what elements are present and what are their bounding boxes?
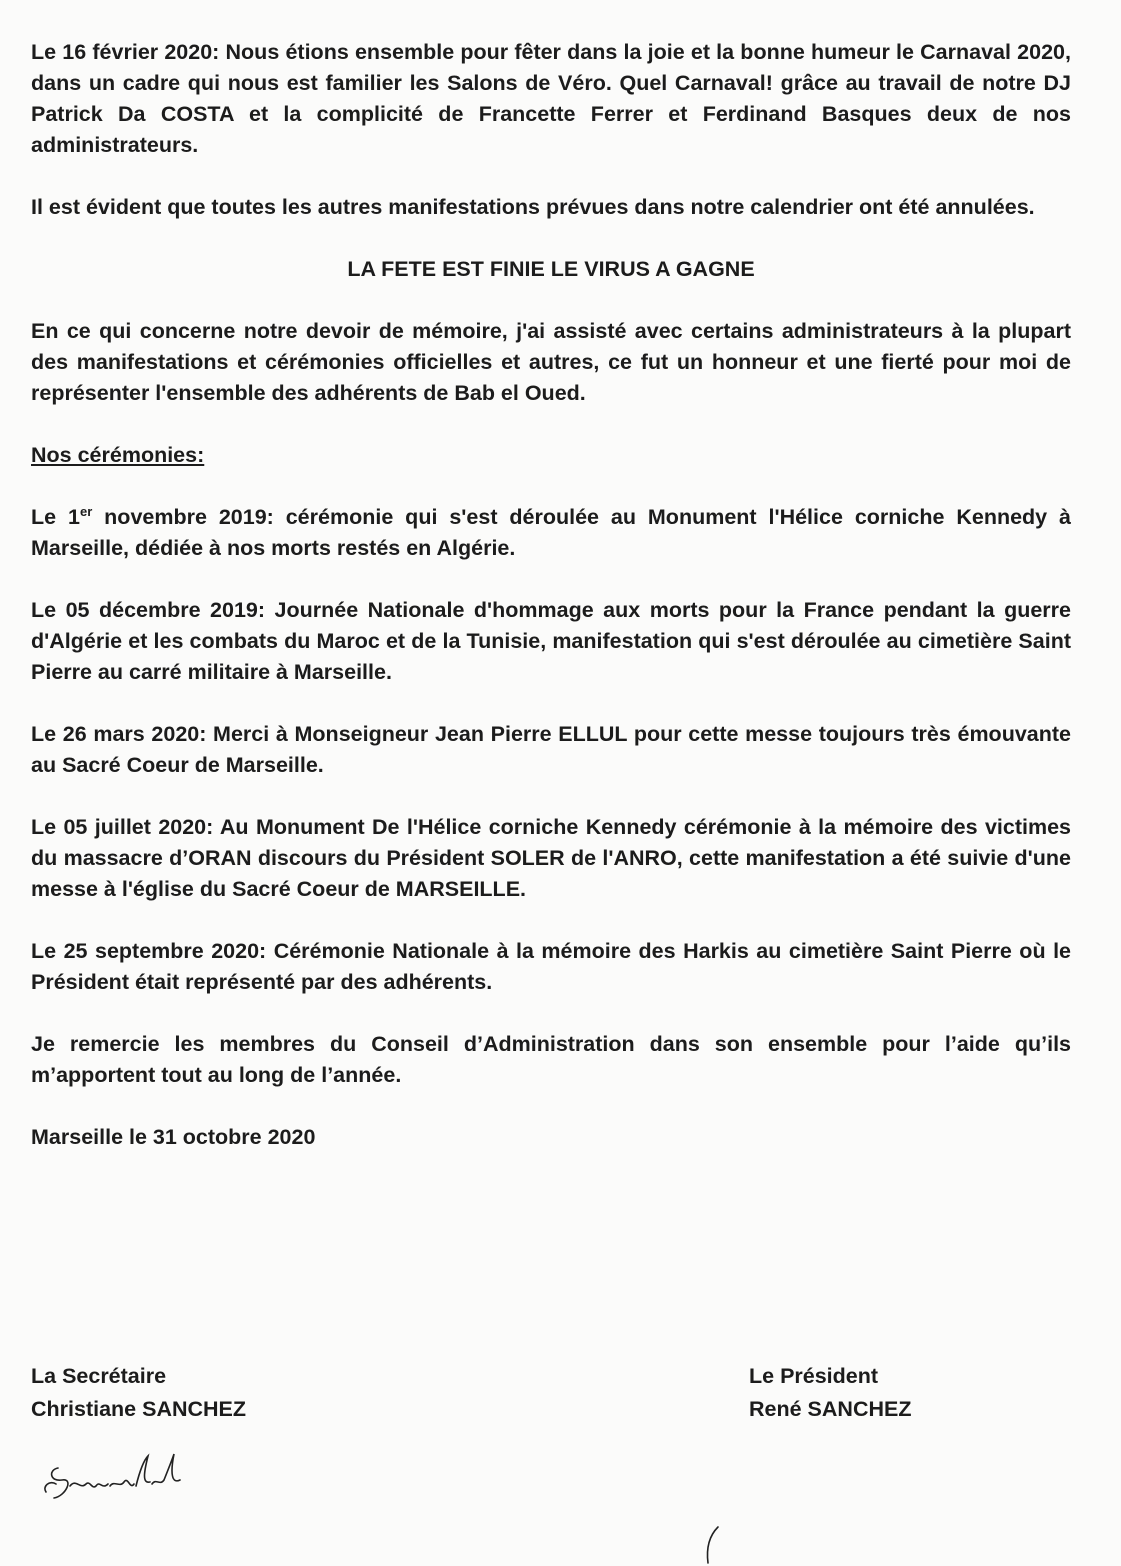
handwritten-signature bbox=[40, 1440, 200, 1510]
novembre-rest: novembre 2019: cérémonie qui s'est déroulée au Monument l'Hélice corniche Kennedy à Marseille, dédiée à nos morts restés en Algérie. bbox=[31, 505, 1071, 560]
novembre-superscript: er bbox=[79, 503, 93, 519]
heading-ceremonies: Nos cérémonies: bbox=[31, 443, 205, 467]
paragraph-septembre-2020: Le 25 septembre 2020: Cérémonie Nationale à la mémoire des Harkis au cimetière Saint Pierre où le Président était représenté par des adhérents. bbox=[31, 939, 1071, 994]
paragraph-carnaval: Le 16 février 2020: Nous étions ensemble pour fêter dans la joie et la bonne humeur le Carnaval 2020, dans un cadre qui nous est familier les Salons de Véro. Quel Carnaval! grâce au travail de notre DJ Patrick Da COSTA et la complicité de Francette Ferrer et Ferdinand Basques deux de nos administrateurs. bbox=[31, 40, 1071, 157]
paragraph-devoir-memoire: En ce qui concerne notre devoir de mémoire, j'ai assisté avec certains administrateurs à la plupart des manifestations et cérémonies officielles et autres, ce fut un honneur et une fierté pour moi de représenter l'ensemble des adhérents de Bab el Oued. bbox=[31, 319, 1071, 405]
signatory-president bbox=[749, 1360, 911, 1426]
paragraph-decembre-2019: Le 05 décembre 2019: Journée Nationale d'hommage aux morts pour la France pendant la guerre d'Algérie et les combats du Maroc et de la Tunisie, manifestation qui s'est déroulée au cimetière Saint Pierre au carré militaire à Marseille. bbox=[31, 598, 1071, 684]
heading-fete-finie: LA FETE EST FINIE LE VIRUS A GAGNE bbox=[347, 257, 755, 281]
paragraph-mars-2020: Le 26 mars 2020: Merci à Monseigneur Jean Pierre ELLUL pour cette messe toujours très émouvante au Sacré Coeur de Marseille. bbox=[31, 722, 1071, 777]
secretary-role: La Secrétaire bbox=[31, 1364, 167, 1388]
paragraph-annulees: Il est évident que toutes les autres manifestations prévues dans notre calendrier ont été annulées. bbox=[31, 195, 1035, 219]
paragraph-remerciements: Je remercie les membres du Conseil d’Administration dans son ensemble pour l’aide qu’ils m’apportent tout au long de l’année. bbox=[31, 1032, 1071, 1087]
novembre-prefix: Le 1 bbox=[31, 505, 80, 529]
date-lieu: Marseille le 31 octobre 2020 bbox=[31, 1125, 316, 1149]
president-name: René SANCHEZ bbox=[749, 1397, 912, 1421]
president-role: Le Président bbox=[749, 1364, 879, 1388]
secretary-name: Christiane SANCHEZ bbox=[31, 1397, 247, 1421]
letter-body bbox=[31, 37, 1071, 1153]
paragraph-juillet-2020: Le 05 juillet 2020: Au Monument De l'Hélice corniche Kennedy cérémonie à la mémoire des victimes du massacre d’ORAN discours du Président SOLER de l'ANRO, cette manifestation a été suivie d'une messe à l'église du Sacré Coeur de MARSEILLE. bbox=[31, 815, 1071, 901]
paragraph-novembre-2019 bbox=[31, 502, 1071, 564]
pen-mark bbox=[700, 1525, 730, 1565]
signatory-secretary bbox=[31, 1360, 246, 1426]
